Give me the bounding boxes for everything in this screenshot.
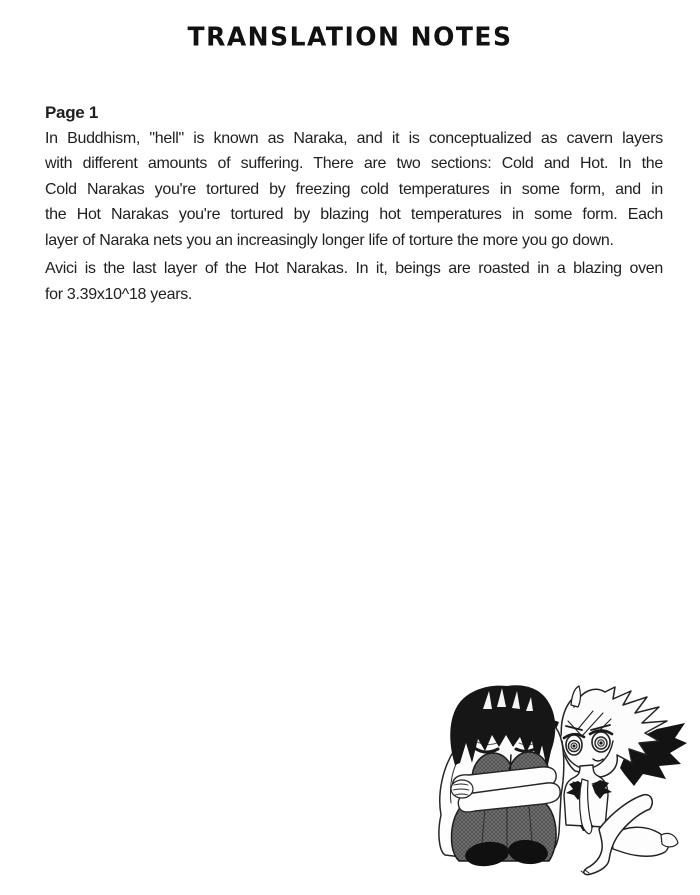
girl-far-foot	[661, 833, 678, 846]
paragraph-naraka	[45, 126, 663, 254]
page-title: TRANSLATION NOTES	[187, 21, 513, 52]
character-gloomy-man	[439, 685, 564, 868]
text-line: Avici is the last layer of the Hot Narakas. In it, beings are roasted in a blazing oven	[45, 260, 663, 277]
text-line: In Buddhism, "hell" is known as Naraka, and it is conceptualized as cavern layers	[45, 129, 663, 147]
text-line: the Hot Narakas you're tortured by blazing hot temperatures in some form. Each	[45, 206, 663, 223]
section-heading: Page 1	[45, 103, 99, 122]
paragraph-avici	[45, 256, 663, 307]
text-line: layer of Naraka nets you an increasingly longer life of torture the more you go down.	[45, 231, 614, 249]
notes-body	[45, 100, 663, 307]
text-line: with different amounts of suffering. There are two sections: Cold and Hot. In the	[45, 155, 663, 172]
manga-illustration	[435, 683, 690, 883]
text-line: for 3.39x10^18 years.	[45, 285, 193, 303]
horn-icon	[571, 686, 580, 707]
text-line: Cold Narakas you're tortured by freezing cold temperatures in some form, and in	[45, 180, 663, 198]
